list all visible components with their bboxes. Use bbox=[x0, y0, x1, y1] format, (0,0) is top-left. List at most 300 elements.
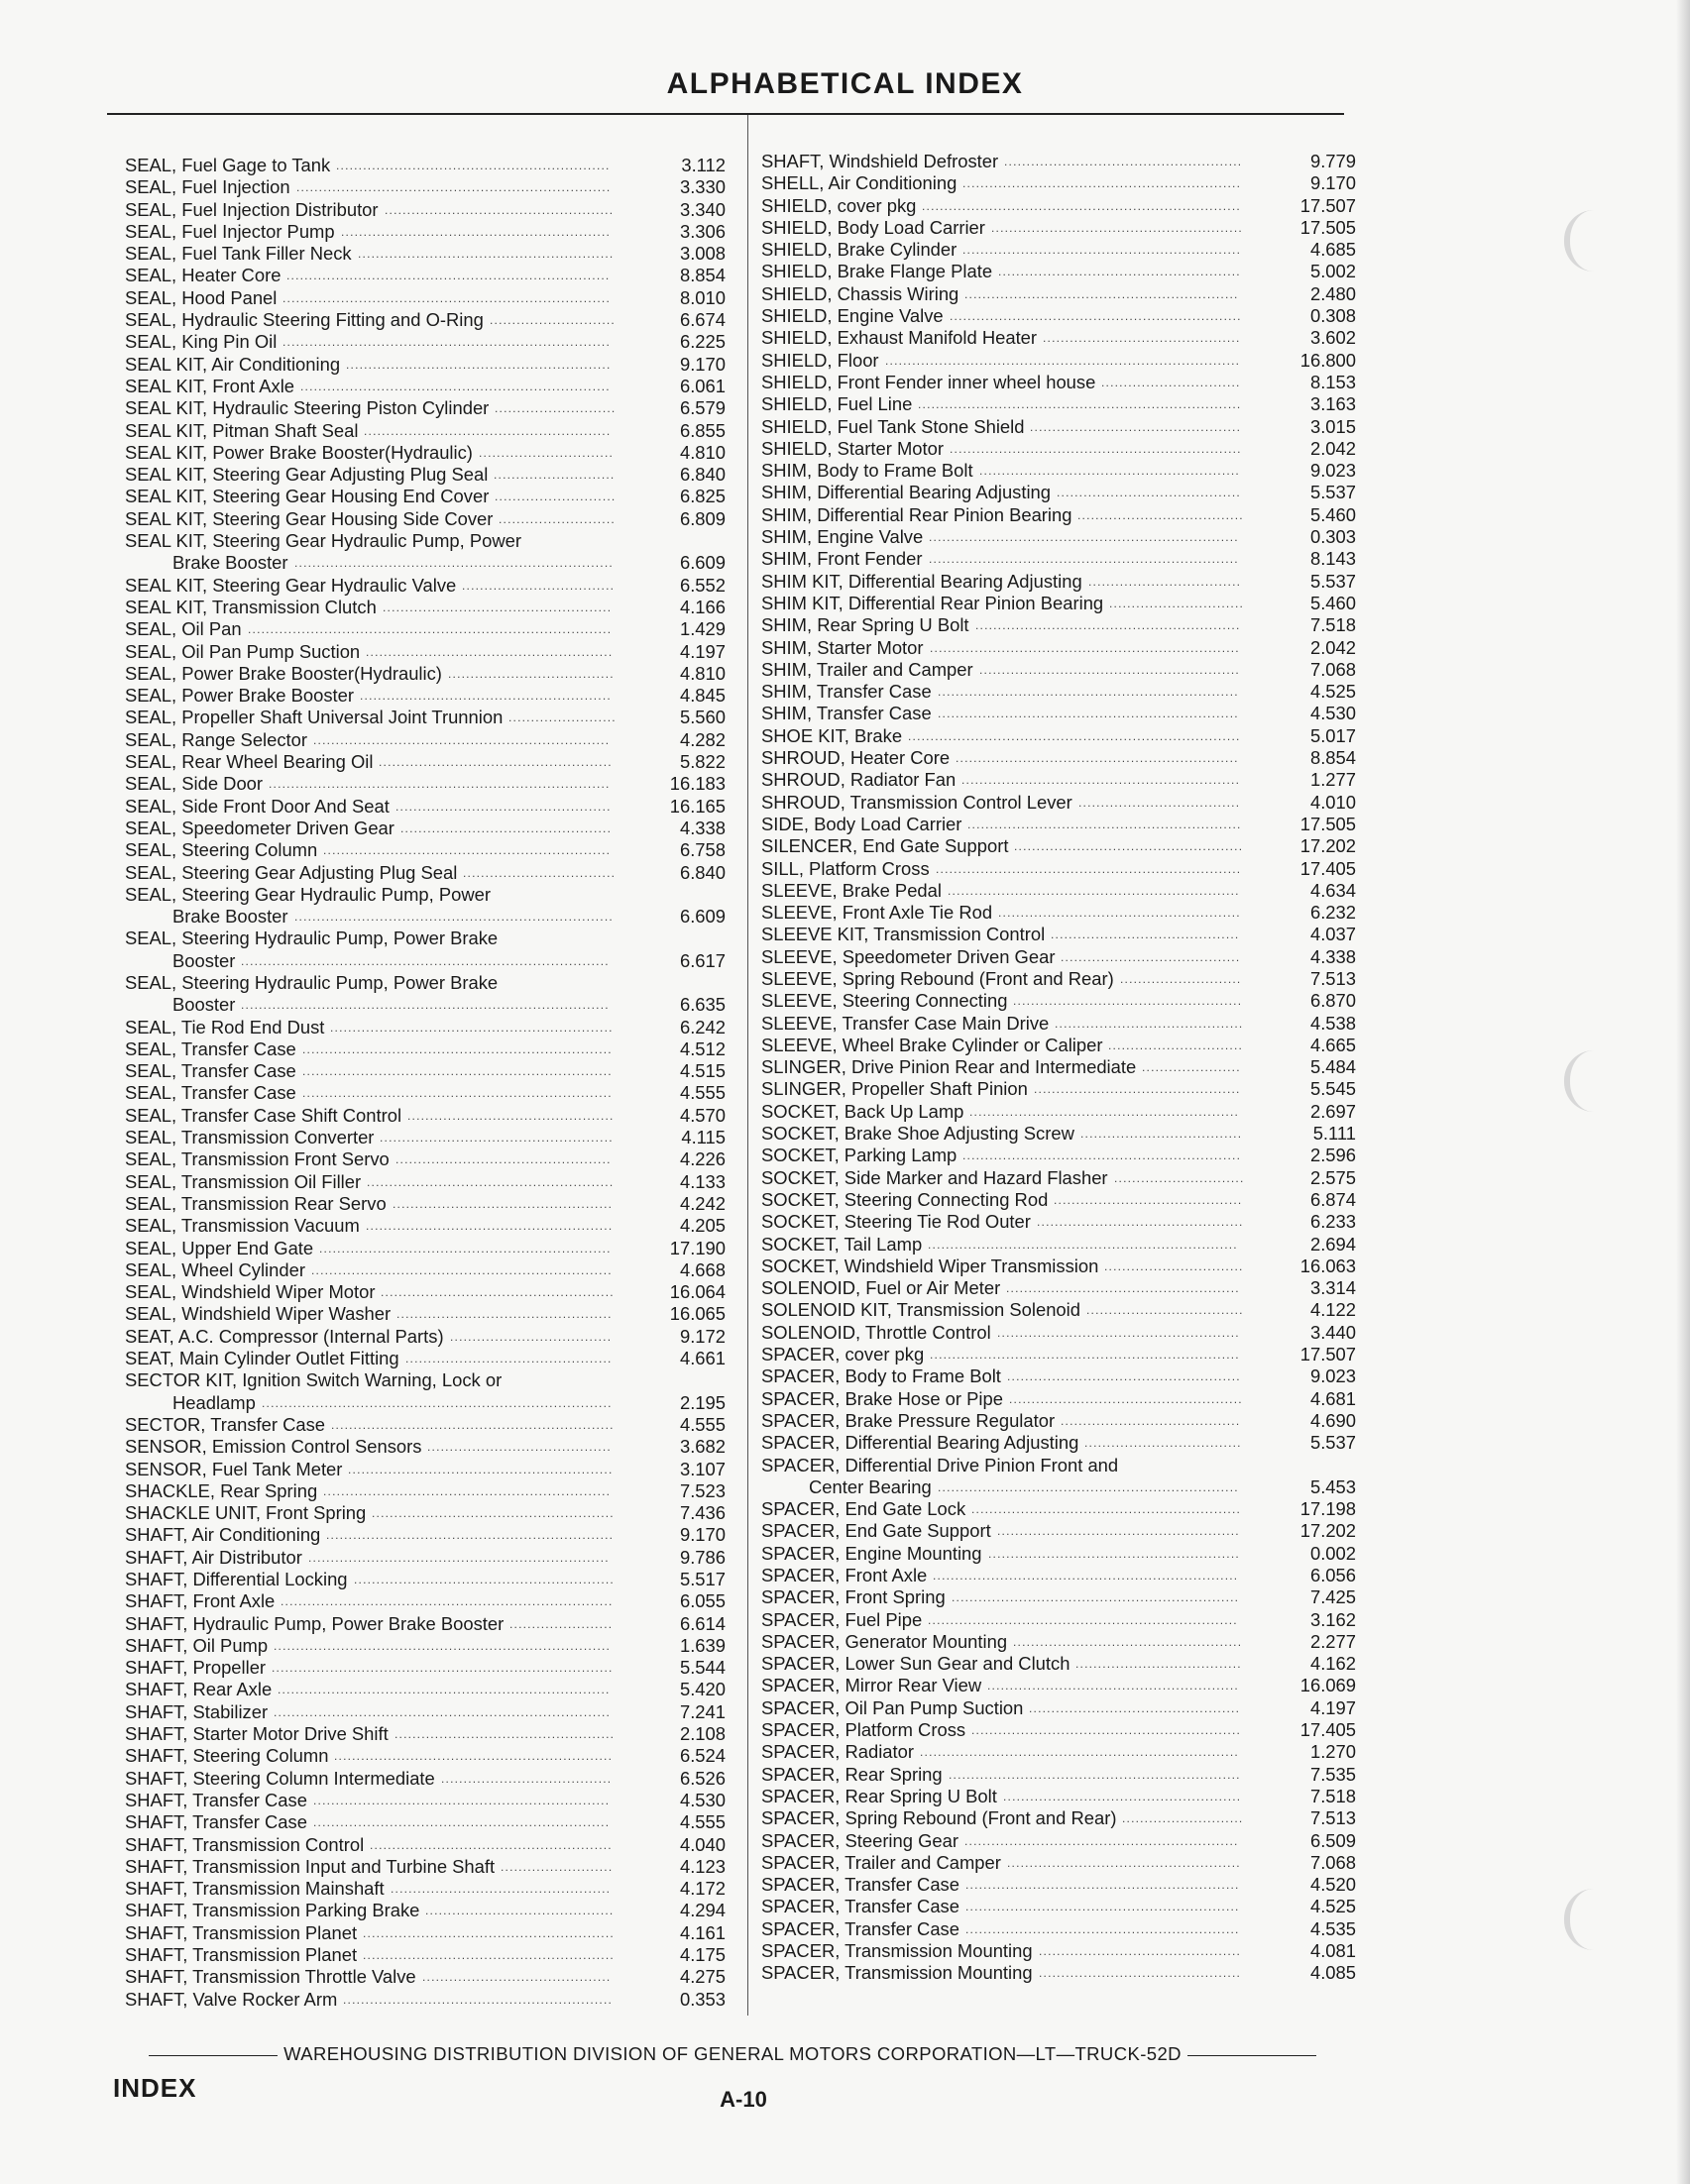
entry-page-number: 17.405 bbox=[1299, 1719, 1356, 1741]
entry-label: SHAFT, Front Axle bbox=[125, 1590, 276, 1612]
entry-label: SHIM KIT, Differential Rear Pinion Bearing bbox=[761, 592, 1104, 613]
leader-dots: ..................................................................... bbox=[928, 1612, 1238, 1627]
entry-label: SHAFT, Transmission Throttle Valve bbox=[125, 1966, 416, 1988]
leader-dots: ..................................... bbox=[1077, 507, 1244, 522]
entry-page-number: 4.205 bbox=[679, 1215, 726, 1237]
leader-dots: ........................... bbox=[495, 490, 617, 504]
entry-page-number: 6.855 bbox=[679, 419, 726, 441]
entry-label: SHAFT, Propeller bbox=[125, 1657, 267, 1679]
entry-page-number: 5.544 bbox=[679, 1657, 726, 1679]
leader-dots: .................................................... bbox=[381, 1285, 615, 1300]
entry-label: SOCKET, Windshield Wiper Transmission bbox=[761, 1255, 1099, 1276]
entry-label: SPACER, Transfer Case bbox=[761, 1917, 959, 1939]
leader-dots: ................................................. bbox=[391, 1882, 612, 1897]
entry-label: SPACER, Radiator bbox=[761, 1741, 914, 1763]
leader-dots: .............................................................. bbox=[961, 773, 1241, 788]
entry-page-number: 3.602 bbox=[1309, 327, 1356, 349]
entry-page-number: 5.537 bbox=[1309, 570, 1356, 592]
entry-label: SHIM, Front Fender bbox=[761, 548, 923, 570]
entry-page-number: 4.690 bbox=[1309, 1409, 1356, 1431]
leader-dots: ............................................................................... bbox=[885, 353, 1241, 368]
entry-page-number: 4.681 bbox=[1309, 1387, 1356, 1409]
leader-dots: ..................................... bbox=[448, 666, 615, 681]
entry-label: SHIELD, Exhaust Manifold Heater bbox=[761, 327, 1038, 349]
leader-dots: ................................... bbox=[1086, 1303, 1244, 1318]
entry-label: SENSOR, Fuel Tank Meter bbox=[125, 1458, 343, 1479]
entry-label: SEAL, Tie Rod End Dust bbox=[125, 1016, 325, 1037]
entry-page-number: 17.505 bbox=[1299, 216, 1356, 238]
leader-dots: ........................................................................ bbox=[918, 397, 1242, 412]
entry-page-number: 4.282 bbox=[679, 728, 726, 750]
leader-dots: ............................................................ bbox=[343, 1992, 614, 2007]
leader-dots: .................................................................... bbox=[936, 861, 1242, 876]
entry-page-number: 5.453 bbox=[1309, 1475, 1356, 1497]
entry-page-number: 4.133 bbox=[679, 1170, 726, 1192]
leader-dots: .............................. bbox=[1108, 1037, 1244, 1052]
entry-page-number: 2.108 bbox=[679, 1723, 726, 1745]
entry-page-number: 5.420 bbox=[679, 1679, 726, 1700]
entry-page-number: 6.609 bbox=[679, 906, 726, 928]
entry-page-number: 4.668 bbox=[679, 1258, 726, 1280]
leader-dots: ............................ bbox=[490, 313, 616, 328]
leader-dots: ............................................................. bbox=[965, 1878, 1240, 1893]
leader-dots: ........................................................ bbox=[360, 689, 612, 704]
header-rule bbox=[107, 113, 1344, 115]
leader-dots: ............................................... bbox=[1030, 419, 1242, 434]
entry-label: SECTOR KIT, Ignition Switch Warning, Lock or bbox=[125, 1369, 503, 1391]
entry-label: SEAL, Transmission Vacuum bbox=[125, 1215, 360, 1237]
leader-dots: ..................................................................... bbox=[930, 1348, 1240, 1363]
leader-dots: ..................................................................... bbox=[928, 1237, 1238, 1252]
leader-dots: ........................................................ bbox=[991, 220, 1243, 235]
leader-dots: ........................... bbox=[1122, 1811, 1244, 1826]
leader-dots: ....................... bbox=[509, 1616, 614, 1631]
entry-label: SENSOR, Emission Control Sensors bbox=[125, 1436, 422, 1458]
entry-label: SPACER, Transfer Case bbox=[761, 1896, 959, 1917]
leader-dots: ............................................................... bbox=[330, 1020, 614, 1035]
leader-dots: ........................... bbox=[495, 401, 617, 416]
leader-dots: .................................................... bbox=[1007, 1369, 1241, 1384]
entry-label: SHIELD, Chassis Wiring bbox=[761, 282, 959, 304]
entry-label: SEAL, Transmission Oil Filler bbox=[125, 1170, 362, 1192]
entry-label: SEAL KIT, Steering Gear Housing Side Cover bbox=[125, 507, 494, 529]
leader-dots: ............................................................. bbox=[967, 817, 1242, 831]
entry-page-number: 9.023 bbox=[1309, 1365, 1356, 1387]
entry-label: SEAL, King Pin Oil bbox=[125, 331, 278, 353]
entry-page-number: 3.314 bbox=[1309, 1277, 1356, 1299]
entry-page-number: 1.639 bbox=[679, 1634, 726, 1656]
entry-label: SPACER, Differential Drive Pinion Front and bbox=[761, 1454, 1119, 1475]
entry-label: SLEEVE, Spring Rebound (Front and Rear) bbox=[761, 967, 1114, 989]
entry-label: SEAT, A.C. Compressor (Internal Parts) bbox=[125, 1325, 444, 1347]
leader-dots: .......................................................... bbox=[979, 662, 1240, 677]
leader-dots: .......................................... bbox=[1054, 1192, 1243, 1207]
entry-page-number: 6.061 bbox=[679, 375, 726, 396]
leader-dots: ................................................................ bbox=[326, 1528, 615, 1543]
entry-label: SPACER, Front Axle bbox=[761, 1565, 928, 1585]
entry-label: SECTOR, Transfer Case bbox=[125, 1413, 326, 1435]
entry-label: SHAFT, Transmission Input and Turbine Shaft bbox=[125, 1855, 496, 1877]
entry-label: SHAFT, Steering Column bbox=[125, 1745, 329, 1767]
entry-label: SPACER, Brake Pressure Regulator bbox=[761, 1409, 1056, 1431]
entry-page-number: 7.425 bbox=[1309, 1586, 1356, 1608]
leader-dots: ................................................................. bbox=[948, 883, 1240, 898]
entry-page-number: 7.068 bbox=[1309, 658, 1356, 680]
entry-page-number: 1.429 bbox=[679, 618, 726, 640]
entry-label: SEAL, Upper End Gate bbox=[125, 1237, 314, 1258]
entry-page-number: 4.197 bbox=[679, 640, 726, 662]
entry-label: SLEEVE, Transfer Case Main Drive bbox=[761, 1012, 1050, 1034]
leader-dots: ....................................................................... bbox=[922, 198, 1241, 213]
entry-label: SEAL, Fuel Gage to Tank bbox=[125, 155, 331, 175]
entry-page-number: 5.545 bbox=[1309, 1078, 1356, 1100]
leader-dots: ................................................................. bbox=[950, 441, 1242, 456]
entry-label: SHACKLE UNIT, Front Spring bbox=[125, 1502, 367, 1524]
entry-label: SEAL, Side Door bbox=[125, 773, 264, 795]
entry-label: SHIM, Differential Bearing Adjusting bbox=[761, 482, 1052, 503]
entry-label: SEAL KIT, Steering Gear Adjusting Plug Seal bbox=[125, 464, 489, 486]
entry-page-number: 7.436 bbox=[679, 1502, 726, 1524]
leader-dots: ................................................... bbox=[1013, 1634, 1243, 1649]
entry-page-number: 4.661 bbox=[679, 1348, 726, 1369]
entry-page-number: 4.085 bbox=[1309, 1962, 1356, 1984]
page-title: ALPHABETICAL INDEX bbox=[666, 67, 1024, 100]
entry-page-number: 16.064 bbox=[669, 1281, 726, 1303]
entry-label: SPACER, Spring Rebound (Front and Rear) bbox=[761, 1807, 1117, 1829]
leader-dots: ................................................... bbox=[383, 600, 613, 614]
entry-label: SHAFT, Transmission Parking Brake bbox=[125, 1900, 420, 1921]
leader-dots: ............................................................... bbox=[331, 1417, 615, 1432]
entry-page-number: 16.183 bbox=[669, 773, 726, 795]
leader-dots: ................................................................... bbox=[311, 1262, 613, 1277]
leader-dots: ...................................................... bbox=[997, 1524, 1240, 1539]
entry-label: SILL, Platform Cross bbox=[761, 857, 930, 879]
leader-dots: ......................................................... bbox=[358, 247, 615, 262]
leader-dots: ............................................................ bbox=[971, 1502, 1242, 1517]
entry-page-number: 4.162 bbox=[1309, 1653, 1356, 1675]
entry-page-number: 4.520 bbox=[1309, 1874, 1356, 1896]
entry-label: SEAL, Steering Hydraulic Pump, Power Brake bbox=[125, 928, 499, 949]
entry-page-number: 4.197 bbox=[1309, 1696, 1356, 1718]
leader-dots: ........................... bbox=[494, 468, 616, 483]
entry-page-number: 1.270 bbox=[1309, 1741, 1356, 1763]
entry-page-number: 3.682 bbox=[679, 1436, 726, 1458]
entry-page-number: 5.460 bbox=[1309, 592, 1356, 613]
entry-label-continued: Booster bbox=[172, 994, 236, 1016]
entry-page-number: 8.010 bbox=[679, 286, 726, 308]
leader-dots: .................................. bbox=[1088, 574, 1242, 589]
entry-label: SPACER, Body to Frame Bolt bbox=[761, 1365, 1001, 1387]
entry-page-number: 8.153 bbox=[1309, 371, 1356, 392]
entry-label: SHIM, Rear Spring U Bolt bbox=[761, 614, 969, 636]
entry-page-number: 4.512 bbox=[679, 1037, 726, 1059]
entry-label: SEAL KIT, Hydraulic Steering Piston Cylinder bbox=[125, 397, 490, 419]
entry-page-number: 17.202 bbox=[1299, 835, 1356, 857]
entry-label: SHELL, Air Conditioning bbox=[761, 172, 958, 194]
entry-label: SEAL, Speedometer Driven Gear bbox=[125, 817, 394, 838]
entry-label: SEAL, Hood Panel bbox=[125, 286, 278, 308]
entry-page-number: 6.242 bbox=[679, 1016, 726, 1037]
leader-dots: ............................................... bbox=[400, 820, 613, 835]
leader-dots: ............................. bbox=[1114, 1170, 1245, 1185]
entry-label: SHIELD, Fuel Tank Stone Shield bbox=[761, 415, 1025, 437]
leader-dots: ...................................................... bbox=[998, 265, 1241, 279]
entry-page-number: 7.241 bbox=[679, 1700, 726, 1722]
leader-dots: .............................................................. bbox=[334, 1749, 614, 1764]
entry-label: SOCKET, Tail Lamp bbox=[761, 1233, 923, 1255]
leader-dots: .................................... bbox=[450, 1329, 613, 1344]
entry-label: SLEEVE, Wheel Brake Cylinder or Caliper bbox=[761, 1034, 1103, 1055]
entry-page-number: 4.338 bbox=[1309, 945, 1356, 967]
entry-label: SOCKET, Brake Shoe Adjusting Screw bbox=[761, 1123, 1074, 1145]
leader-dots: ................................................... bbox=[1014, 839, 1244, 854]
entry-label: SLINGER, Drive Pinion Rear and Intermediate bbox=[761, 1056, 1137, 1078]
leader-dots: ......................................................................... bbox=[282, 290, 611, 305]
entry-label: SEAL, Steering Column bbox=[125, 839, 318, 861]
entry-label: SEAL, Steering Gear Adjusting Plug Seal bbox=[125, 861, 458, 883]
leader-dots: ...................................................... bbox=[997, 1325, 1240, 1340]
entry-page-number: 17.405 bbox=[1299, 857, 1356, 879]
entry-label: SPACER, Transfer Case bbox=[761, 1874, 959, 1896]
entry-page-number: 7.535 bbox=[1309, 1763, 1356, 1785]
leader-dots: .................................................... bbox=[379, 755, 613, 770]
leader-dots: ............................................... bbox=[1029, 1700, 1241, 1715]
leader-dots: ........................................................... bbox=[975, 618, 1241, 633]
leader-dots: .......................................... bbox=[425, 1904, 615, 1918]
entry-label: SHAFT, Transmission Mainshaft bbox=[125, 1878, 385, 1900]
leader-dots: ..................................................................... bbox=[929, 530, 1239, 545]
leader-dots: ........................................................................... bbox=[274, 1638, 612, 1653]
page-number: A-10 bbox=[720, 2087, 767, 2112]
entry-page-number: 16.165 bbox=[669, 795, 726, 817]
entry-label: SPACER, Differential Bearing Adjusting bbox=[761, 1432, 1079, 1454]
leader-dots: ....................................................................... bbox=[294, 556, 614, 571]
entry-label: SPACER, Oil Pan Pump Suction bbox=[761, 1696, 1024, 1718]
leader-dots: .............................................. bbox=[407, 1108, 615, 1123]
leader-dots: ................................................................. bbox=[319, 1241, 612, 1256]
leader-dots: ................................................................ bbox=[323, 1483, 612, 1498]
entry-page-number: 4.175 bbox=[679, 1944, 726, 1966]
entry-label: SEAL, Oil Pan bbox=[125, 618, 242, 640]
leader-dots: ......................................... bbox=[427, 1440, 612, 1455]
leader-dots: ............................................................... bbox=[956, 751, 1239, 766]
entry-page-number: 5.484 bbox=[1309, 1056, 1356, 1078]
page-edge-shadow bbox=[1676, 0, 1690, 2184]
entry-label: SHIM, Starter Motor bbox=[761, 636, 924, 658]
entry-page-number: 7.068 bbox=[1309, 1851, 1356, 1873]
entry-page-number: 3.440 bbox=[1309, 1321, 1356, 1343]
entry-page-number: 3.340 bbox=[679, 198, 726, 220]
entry-page-number: 3.162 bbox=[1309, 1608, 1356, 1630]
binder-hole-bottom bbox=[1564, 1889, 1596, 1950]
entry-page-number: 4.555 bbox=[679, 1811, 726, 1833]
entry-page-number: 7.518 bbox=[1309, 614, 1356, 636]
leader-dots: ........................................................... bbox=[346, 357, 612, 372]
entry-page-number: 17.198 bbox=[1299, 1498, 1356, 1520]
entry-page-number: 4.535 bbox=[1309, 1917, 1356, 1939]
entry-label: SHAFT, Transmission Planet bbox=[125, 1944, 358, 1966]
leader-dots: ........................ bbox=[508, 710, 617, 725]
entry-label: SHOE KIT, Brake bbox=[761, 724, 903, 746]
leader-dots: ......................................................................... bbox=[282, 335, 611, 350]
entry-page-number: 3.163 bbox=[1309, 393, 1356, 415]
entry-page-number: 4.515 bbox=[679, 1060, 726, 1082]
entry-label: SHIM KIT, Differential Bearing Adjusting bbox=[761, 570, 1082, 592]
entry-label-continued: Brake Booster bbox=[172, 906, 288, 928]
entry-label: SHIELD, Starter Motor bbox=[761, 437, 944, 459]
entry-page-number: 7.518 bbox=[1309, 1785, 1356, 1806]
entry-label: SHAFT, Oil Pump bbox=[125, 1634, 269, 1656]
entry-label: SIDE, Body Load Carrier bbox=[761, 813, 962, 834]
entry-page-number: 4.634 bbox=[1309, 879, 1356, 901]
leader-dots: ....................................................................... bbox=[920, 1745, 1239, 1760]
leader-dots: .................................. bbox=[463, 865, 617, 880]
leader-dots: ................................................................... bbox=[938, 707, 1239, 721]
leader-dots: .................................................................. bbox=[313, 732, 611, 747]
footer-publisher-text: WAREHOUSING DISTRIBUTION DIVISION OF GENERAL MOTORS CORPORATION—LT—TRUCK-52D bbox=[283, 2043, 1182, 2064]
entry-label: SEAL, Transfer Case bbox=[125, 1060, 296, 1082]
entry-label: SEAL, Transmission Converter bbox=[125, 1127, 375, 1148]
footer-rule-right bbox=[1187, 2055, 1316, 2056]
entry-page-number: 4.275 bbox=[679, 1966, 726, 1988]
entry-page-number: 6.674 bbox=[679, 309, 726, 331]
leader-dots: ................................................................... bbox=[938, 685, 1239, 700]
entry-page-number: 9.170 bbox=[1309, 172, 1356, 194]
entry-label: SLEEVE, Front Axle Tie Rod bbox=[761, 902, 993, 924]
entry-page-number: 4.530 bbox=[679, 1789, 726, 1810]
leader-dots: .......................................... bbox=[422, 1970, 612, 1985]
entry-page-number: 6.609 bbox=[679, 552, 726, 574]
entry-label: SHAFT, Air Distributor bbox=[125, 1546, 302, 1568]
footer-publisher bbox=[107, 2043, 1358, 2065]
entry-label: SPACER, Trailer and Camper bbox=[761, 1851, 1001, 1873]
entry-label: SEAL, Hydraulic Steering Fitting and O-Ring bbox=[125, 309, 484, 331]
entry-page-number: 4.555 bbox=[679, 1413, 726, 1435]
leader-dots: ........................................ bbox=[1061, 1413, 1241, 1428]
entry-label: SEAL KIT, Air Conditioning bbox=[125, 353, 341, 375]
entry-label: SHIELD, Engine Valve bbox=[761, 305, 944, 327]
entry-page-number: 5.460 bbox=[1309, 503, 1356, 525]
entry-page-number: 4.810 bbox=[679, 441, 726, 463]
leader-dots: ....................................................... bbox=[367, 1174, 615, 1189]
leader-dots: ...................... bbox=[1142, 1060, 1241, 1075]
leader-dots: ............................................................. bbox=[336, 159, 611, 172]
entry-page-number: 2.480 bbox=[1309, 282, 1356, 304]
entry-page-number: 9.779 bbox=[1309, 151, 1356, 171]
entry-page-number: 2.277 bbox=[1309, 1630, 1356, 1652]
entry-page-number: 6.225 bbox=[679, 331, 726, 353]
leader-dots: ...................................................... bbox=[998, 906, 1241, 921]
leader-dots: .............................. bbox=[1109, 596, 1245, 610]
leader-dots: .................................................... bbox=[1006, 1281, 1240, 1296]
leader-dots: .................................................... bbox=[1009, 1391, 1243, 1406]
leader-dots: ..................................................................... bbox=[929, 552, 1239, 567]
entry-label: SHROUD, Radiator Fan bbox=[761, 769, 957, 791]
leader-dots: ................................................... bbox=[1013, 994, 1243, 1009]
entry-label: SEAL KIT, Power Brake Booster(Hydraulic) bbox=[125, 441, 473, 463]
entry-label: SHAFT, Hydraulic Pump, Power Brake Booster bbox=[125, 1612, 505, 1634]
entry-label: SPACER, Generator Mounting bbox=[761, 1630, 1008, 1652]
footer-rule-left bbox=[149, 2055, 278, 2056]
entry-label: SPACER, Rear Spring bbox=[761, 1763, 943, 1785]
leader-dots: ................................................................ bbox=[952, 1590, 1240, 1605]
entry-page-number: 8.143 bbox=[1309, 548, 1356, 570]
entry-label: SEAT, Main Cylinder Outlet Fitting bbox=[125, 1348, 399, 1369]
leader-dots: ...................................................... bbox=[370, 1837, 613, 1852]
leader-dots: ................................................................................. bbox=[248, 622, 613, 637]
entry-page-number: 17.507 bbox=[1299, 194, 1356, 216]
entry-label: SEAL, Heater Core bbox=[125, 265, 282, 286]
entry-label: SPACER, Engine Mounting bbox=[761, 1542, 982, 1564]
entry-label: SPACER, End Gate Support bbox=[761, 1520, 991, 1542]
entry-label: SEAL, Range Selector bbox=[125, 728, 308, 750]
leader-dots: ................................... bbox=[1084, 1436, 1242, 1451]
leader-dots: .......................... bbox=[499, 511, 616, 526]
entry-page-number: 0.303 bbox=[1309, 526, 1356, 548]
entry-label: SHACKLE, Rear Spring bbox=[125, 1479, 318, 1501]
entry-page-number: 4.810 bbox=[679, 662, 726, 684]
leader-dots: ..................................... bbox=[1075, 1657, 1242, 1672]
leader-dots: .............................................. bbox=[405, 1352, 613, 1366]
entry-page-number: 5.560 bbox=[679, 707, 726, 728]
leader-dots: .............................................................. bbox=[962, 243, 1242, 258]
leader-dots: ....................................................................... bbox=[294, 910, 614, 925]
entry-page-number: 1.277 bbox=[1309, 769, 1356, 791]
section-label: INDEX bbox=[113, 2073, 197, 2103]
leader-dots: ................................................. bbox=[393, 1196, 614, 1211]
entry-label-continued: Headlamp bbox=[172, 1391, 256, 1413]
entry-page-number: 6.635 bbox=[679, 994, 726, 1016]
entry-label-continued: Center Bearing bbox=[809, 1475, 932, 1497]
entry-label: SPACER, cover pkg bbox=[761, 1344, 925, 1365]
leader-dots: ........................................................ bbox=[988, 1546, 1240, 1561]
entry-page-number: 9.170 bbox=[679, 1524, 726, 1546]
entry-label: SLEEVE, Steering Connecting bbox=[761, 990, 1008, 1012]
leader-dots: ............................... bbox=[1101, 375, 1241, 389]
entry-label: SHIM, Body to Frame Bolt bbox=[761, 460, 973, 482]
entry-label: SEAL KIT, Pitman Shaft Seal bbox=[125, 419, 359, 441]
entry-page-number: 6.870 bbox=[1309, 990, 1356, 1012]
entry-page-number: 4.570 bbox=[679, 1104, 726, 1126]
leader-dots: .............................................................. bbox=[962, 176, 1242, 191]
leader-dots: .............................................................. bbox=[962, 1148, 1242, 1163]
leader-dots: ................................................... bbox=[385, 202, 615, 217]
entry-page-number: 4.665 bbox=[1309, 1034, 1356, 1055]
entry-label: SHAFT, Transfer Case bbox=[125, 1789, 307, 1810]
entry-page-number: 6.614 bbox=[679, 1612, 726, 1634]
leader-dots: ........................................................ bbox=[987, 1679, 1239, 1693]
entry-page-number: 16.800 bbox=[1299, 349, 1356, 371]
leader-dots: ..................................................................... bbox=[302, 1041, 613, 1056]
entry-label: SPACER, Front Spring bbox=[761, 1586, 946, 1608]
entry-page-number: 4.845 bbox=[679, 685, 726, 707]
leader-dots: ............................................................. bbox=[965, 1921, 1240, 1936]
entry-label: SOCKET, Steering Tie Rod Outer bbox=[761, 1211, 1031, 1233]
entry-page-number: 6.055 bbox=[679, 1590, 726, 1612]
entry-page-number: 7.513 bbox=[1309, 967, 1356, 989]
entry-page-number: 4.538 bbox=[1309, 1012, 1356, 1034]
leader-dots: ........................................................ bbox=[363, 1925, 615, 1940]
entry-label: SOCKET, Steering Connecting Rod bbox=[761, 1188, 1049, 1210]
entry-label: SPACER, Fuel Pipe bbox=[761, 1608, 923, 1630]
leader-dots: .................................................................... bbox=[933, 1569, 1239, 1583]
binder-hole-middle bbox=[1564, 1050, 1596, 1112]
leader-dots: ............................................. bbox=[1039, 1966, 1242, 1981]
entry-page-number: 5.017 bbox=[1309, 724, 1356, 746]
leader-dots: ................................................. bbox=[394, 1727, 616, 1742]
entry-label: SEAL, Side Front Door And Seat bbox=[125, 795, 390, 817]
entry-page-number: 6.056 bbox=[1309, 1565, 1356, 1585]
